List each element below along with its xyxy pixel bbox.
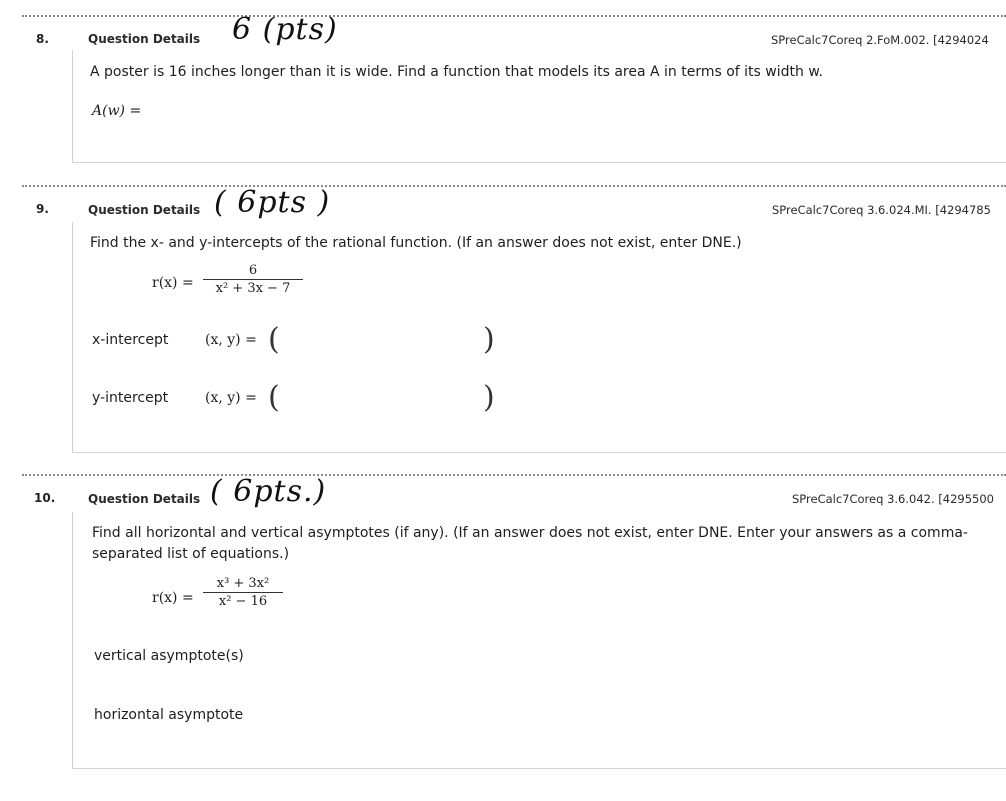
fraction-numerator: 6 bbox=[203, 263, 303, 280]
question-details-link[interactable]: Question Details bbox=[88, 203, 201, 217]
rational-function-fraction bbox=[203, 576, 283, 609]
question-text: Find the x- and y-intercepts of the rational function. (If an answer does not exist, enter DNE.) bbox=[90, 235, 742, 251]
fraction-numerator: x³ + 3x² bbox=[203, 576, 283, 593]
fraction-denominator: x² + 3x − 7 bbox=[215, 281, 291, 296]
x-close-paren: ) bbox=[483, 322, 495, 357]
question-source: SPreCalc7Coreq 3.6.042. [4295500 bbox=[792, 492, 994, 506]
vertical-asymptote-input[interactable] bbox=[94, 672, 514, 694]
question-details-link[interactable]: Question Details bbox=[88, 492, 201, 506]
x-open-paren: ( bbox=[268, 322, 280, 357]
question-details-link[interactable]: Question Details bbox=[88, 32, 201, 46]
separator-q9 bbox=[22, 185, 1006, 187]
question-number: 9. bbox=[36, 202, 49, 216]
area-answer-input[interactable] bbox=[150, 98, 350, 120]
answer-label-area: A(w) = bbox=[92, 103, 142, 119]
x-intercept-label: x-intercept bbox=[92, 332, 169, 348]
x-intercept-input[interactable] bbox=[290, 328, 480, 354]
y-open-paren: ( bbox=[268, 380, 280, 415]
question-text: Find all horizontal and vertical asymptotes (if any). (If an answer does not exist, enter DNE. Enter your answers as a comma-separated list of equations.) bbox=[92, 525, 968, 562]
fraction-denominator: x² − 16 bbox=[218, 594, 268, 609]
function-lhs: r(x) = bbox=[152, 275, 194, 291]
y-intercept-pair-label: (x, y) = bbox=[205, 390, 257, 406]
x-intercept-pair-label: (x, y) = bbox=[205, 332, 257, 348]
horizontal-asymptote-label: horizontal asymptote bbox=[94, 707, 244, 723]
handwritten-points-note: ( 6pts.) bbox=[210, 474, 327, 509]
rational-function-fraction bbox=[203, 263, 303, 296]
separator-q8 bbox=[22, 15, 1006, 17]
question-source: SPreCalc7Coreq 2.FoM.002. [4294024 bbox=[771, 33, 989, 47]
separator-q10 bbox=[22, 474, 1006, 476]
question-number: 10. bbox=[34, 491, 56, 505]
y-close-paren: ) bbox=[483, 380, 495, 415]
horizontal-asymptote-input[interactable] bbox=[94, 731, 514, 753]
question-number: 8. bbox=[36, 32, 49, 46]
y-intercept-label: y-intercept bbox=[92, 390, 169, 406]
handwritten-points-note: 6 (pts) bbox=[232, 12, 338, 47]
function-lhs: r(x) = bbox=[152, 590, 194, 606]
vertical-asymptote-label: vertical asymptote(s) bbox=[94, 648, 244, 664]
y-intercept-input[interactable] bbox=[290, 386, 480, 412]
question-text: A poster is 16 inches longer than it is wide. Find a function that models its area A in terms of its width w. bbox=[90, 64, 823, 80]
question-source: SPreCalc7Coreq 3.6.024.MI. [4294785 bbox=[772, 203, 991, 217]
handwritten-points-note: ( 6pts ) bbox=[214, 185, 331, 220]
